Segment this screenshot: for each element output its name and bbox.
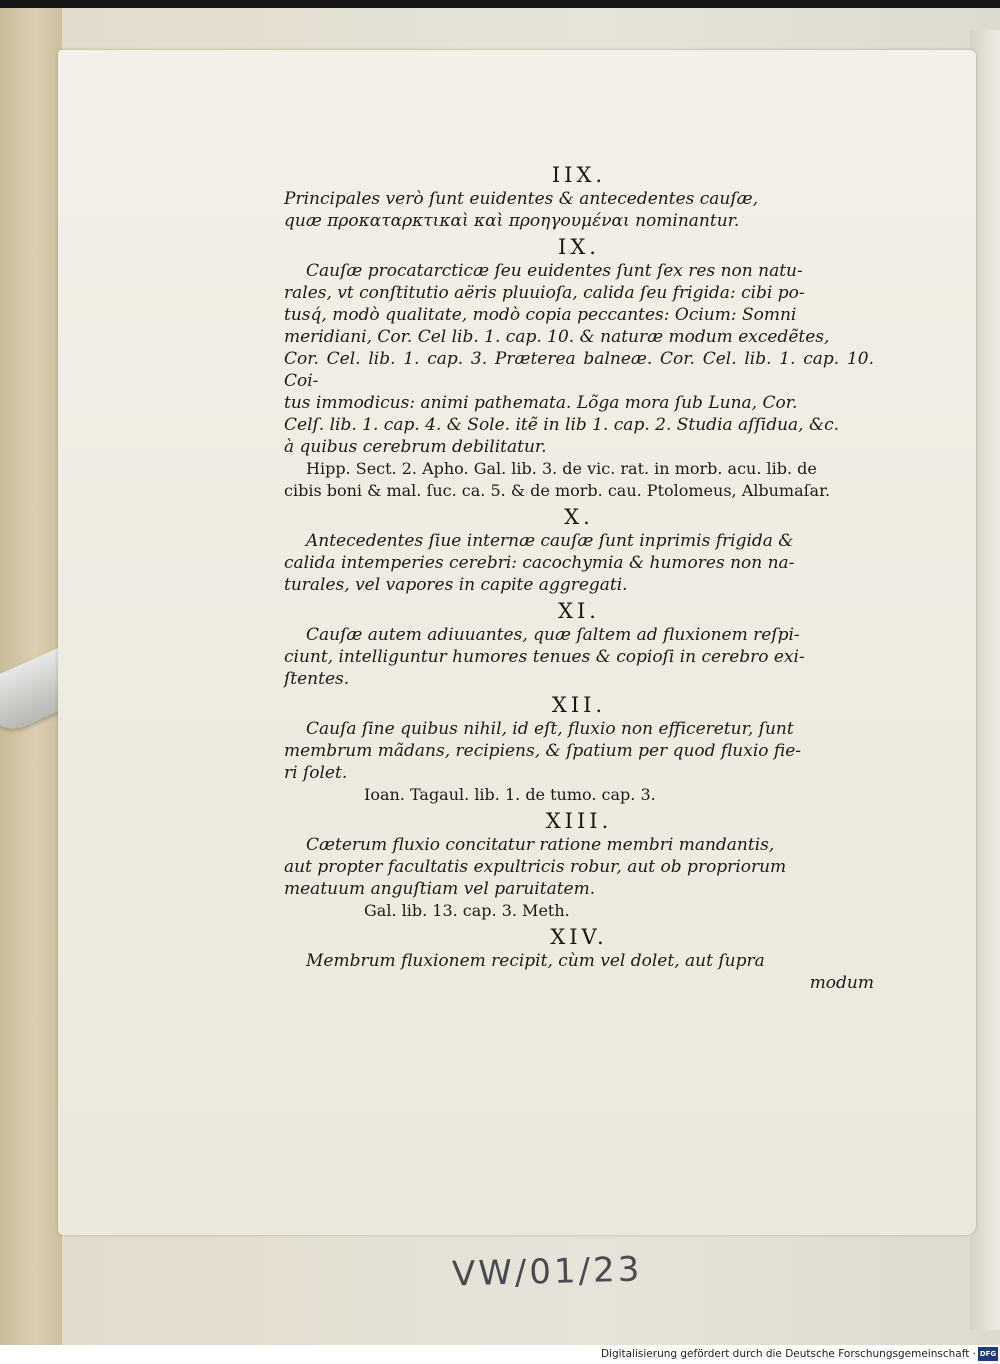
section-heading: IX. [558, 235, 600, 259]
text-line: ciunt, intelliguntur humores tenues & copioſi in cerebro exi- [284, 647, 805, 667]
text-line: Celſ. lib. 1. cap. 4. & Sole. itẽ in lib 1. cap. 2. Studia aſſidua, &c. [284, 415, 840, 435]
text-line: Antecedentes ſiue internæ cauſæ ſunt inprimis frigida & [306, 531, 794, 551]
text-line: rales, vt conſtitutio aëris pluuioſa, calida ſeu frigida: cibi po- [284, 283, 805, 303]
footer-bar [0, 1345, 1000, 1364]
section-heading: XIV. [550, 925, 608, 949]
text-line: Cæterum fluxio concitatur ratione membri mandantis, [306, 835, 775, 855]
dfg-logo-icon: DFG [978, 1347, 998, 1361]
text-line: meridiani, Cor. Cel lib. 1. cap. 10. & naturæ modum excedẽtes, [284, 327, 830, 347]
section-heading: X. [564, 505, 594, 529]
text-line: Membrum fluxionem recipit, cùm vel dolet, aut ſupra [306, 951, 765, 971]
text-line: meatuum anguſtiam vel paruitatem. [284, 879, 596, 899]
text-line: Cor. Cel. lib. 1. cap. 3. Præterea balneæ. Cor. Cel. lib. 1. cap. 10. Coi- [284, 349, 874, 391]
text-line: aut propter facultatis expultricis robur, aut ob propriorum [284, 857, 787, 877]
catchword: modum [809, 973, 874, 993]
text-line: tusq́, modò qualitate, modò copia peccantes: Ocium: Somni [284, 305, 797, 325]
text-line: Cauſa ſine quibus nihil, id eſt, fluxio non efficeretur, ſunt [306, 719, 794, 739]
reference-line: cibis boni & mal. ſuc. ca. 5. & de morb. cau. Ptolomeus, Albumaſar. [284, 481, 831, 500]
shelfmark-handwriting: VW/01/23 [451, 1249, 643, 1295]
text-line: Cauſæ autem adiuuantes, quæ ſaltem ad fluxionem reſpi- [306, 625, 800, 645]
text-line: ſtentes. [284, 669, 350, 689]
reference-line: Hipp. Sect. 2. Apho. Gal. lib. 3. de vic. rat. in morb. acu. lib. de [306, 459, 817, 478]
text-line: turales, vel vapores in capite aggregati. [284, 575, 628, 595]
reference-line: Gal. lib. 13. cap. 3. Meth. [364, 901, 570, 920]
text-line: tus immodicus: animi pathemata. Lõga mora ſub Luna, Cor. [284, 393, 798, 413]
section-heading: XIII. [545, 809, 613, 833]
text-line: Principales verò ſunt euidentes & antecedentes cauſæ, [284, 189, 759, 209]
text-line: ri ſolet. [284, 763, 348, 783]
section-heading: XII. [551, 693, 607, 717]
section-heading: IIX. [551, 163, 607, 187]
text-line: à quibus cerebrum debilitatur. [284, 437, 547, 457]
text-line: membrum mãdans, recipiens, & ſpatium per quod fluxio fie- [284, 741, 802, 761]
text-line: calida intemperies cerebri: cacochymia & humores non na- [284, 553, 795, 573]
text-line: quæ προκαταρκτικαὶ καὶ προηγουμέναι nominantur. [284, 211, 740, 231]
section-heading: XI. [558, 599, 600, 623]
page-text [284, 160, 874, 994]
reference-line: Ioan. Tagaul. lib. 1. de tumo. cap. 3. [364, 785, 656, 804]
footer-credit: Digitalisierung gefördert durch die Deutsche Forschungsgemeinschaft · [600, 1348, 976, 1360]
text-line: Cauſæ procatarcticæ ſeu euidentes ſunt ſex res non natu- [306, 261, 803, 281]
